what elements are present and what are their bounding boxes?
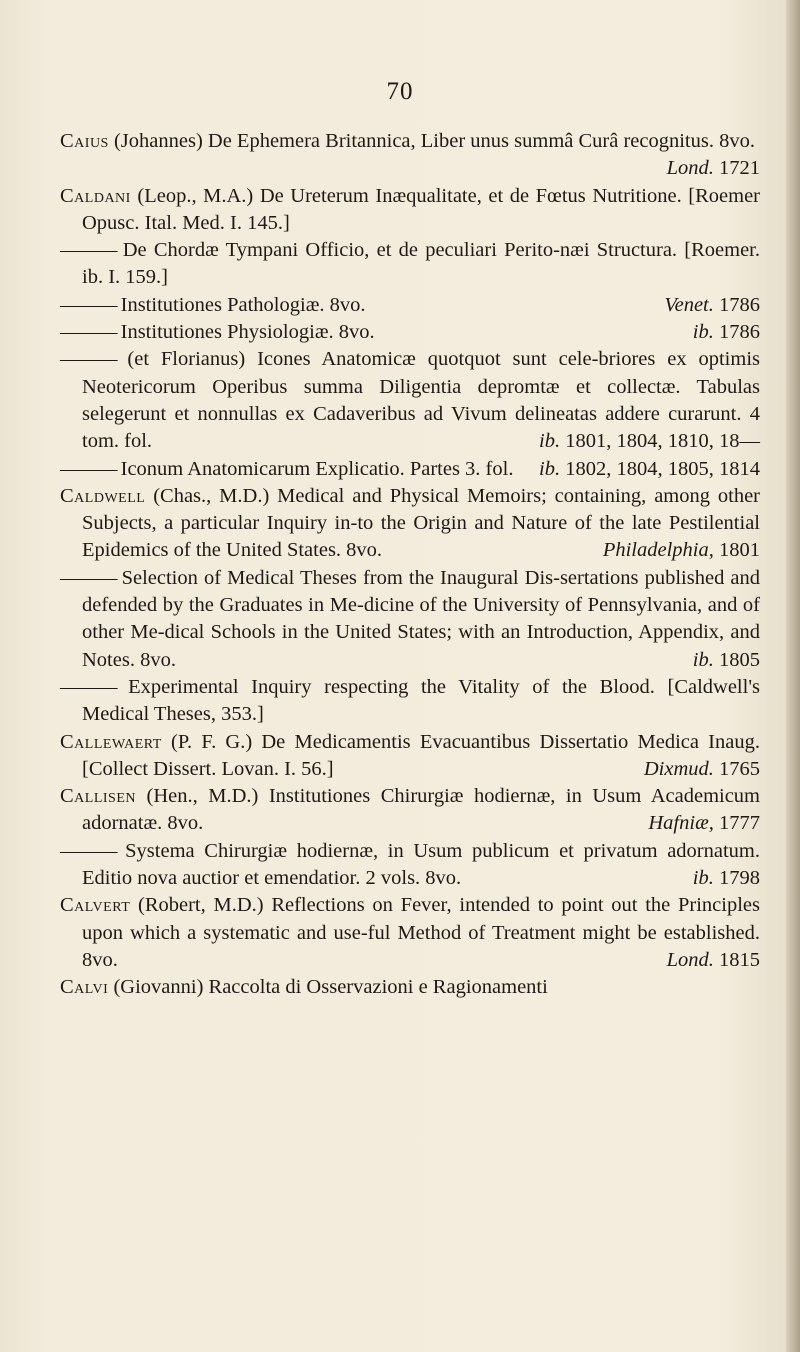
entry-title: Institutiones Physiologiæ. 8vo. (115, 321, 375, 344)
entry-place: ib. (692, 648, 714, 671)
page-number: 70 (386, 78, 414, 105)
entry-imprint (692, 865, 760, 892)
bibliography-entry (60, 674, 760, 729)
entry-title: Experimental Inquiry respecting the Vitality of the Blood. [Caldwell's Medical Theses, 353.] (82, 675, 760, 726)
bibliography-entry (60, 838, 760, 893)
bibliography-entry (60, 183, 760, 238)
entry-place: Philadelphia, (602, 539, 714, 562)
entry-place: Hafniæ, (648, 812, 714, 835)
entry-year: 1786 (713, 321, 760, 344)
entry-place: Lond. (666, 157, 714, 180)
entry-place: Venet. (664, 293, 714, 316)
entry-title: Iconum Anatomicarum Explicatio. Partes 3. fol. (115, 457, 514, 480)
entry-year: 1786 (713, 293, 760, 316)
entry-ditto-dash: ——— (60, 293, 116, 316)
bibliography-entry (60, 319, 760, 346)
entry-imprint (666, 947, 760, 974)
entry-author: Caldwell (60, 484, 146, 507)
entry-year: 1805 (713, 648, 760, 671)
entry-title: (Johannes) De Ephemera Britannica, Liber unus summâ Curâ recognitus. 8vo. (108, 130, 755, 152)
entry-year: 1801, 1804, 1810, 18— (560, 430, 760, 453)
entry-place: ib. (539, 457, 561, 480)
entry-title: Selection of Medical Theses from the Inaugural Dis-sertations published and defended by the Graduates in Me-dicine of the University of Pennsylvania, and of other Me-dical Schools in the United States; with an Introduction, Appendix, and Notes. 8vo. (82, 566, 760, 671)
bibliography-entry (60, 729, 760, 784)
bibliography-entries (60, 128, 760, 1002)
entry-title: (P. F. G.) De Medicamentis Evacuantibus Dissertatio Medica Inaug. [Collect Dissert. Lovan. I. 56.] (82, 730, 760, 780)
bibliography-entry (60, 783, 760, 838)
entry-ditto-dash: ——— (60, 839, 116, 862)
entry-place: Dixmud. (643, 757, 714, 780)
bibliography-entry (60, 483, 760, 565)
entry-imprint (666, 155, 760, 182)
bibliography-entry (60, 128, 760, 183)
entry-ditto-dash: ——— (60, 239, 116, 262)
bibliography-entry (60, 456, 760, 483)
entry-imprint (539, 428, 760, 455)
entry-author: Caius (60, 130, 109, 152)
entry-year: 1777 (713, 812, 760, 835)
entry-author: Callisen (60, 785, 136, 808)
bibliography-entry (60, 237, 760, 292)
bibliography-entry (60, 292, 760, 319)
entry-author: Calvi (60, 976, 109, 999)
entry-imprint (692, 319, 760, 346)
entry-imprint (648, 810, 760, 837)
entry-year: 1801 (713, 539, 760, 562)
entry-place: Lond. (666, 948, 714, 971)
entry-title: (Leop., M.A.) De Ureterum Inæqualitate, et de Fœtus Nutritione. [Roemer Opusc. Ital. Med. I. 145.] (82, 184, 760, 234)
entry-author: Calvert (60, 894, 131, 917)
entry-title: De Chordæ Tympani Officio, et de peculiari Perito-næi Structura. [Roemer. ib. I. 159.] (82, 239, 760, 289)
entry-imprint (664, 292, 760, 319)
entry-year: 1815 (713, 948, 760, 971)
page-edge-shadow (786, 0, 800, 1352)
entry-year: 1798 (713, 867, 760, 890)
entry-place: ib. (692, 867, 714, 890)
entry-imprint (643, 756, 760, 783)
entry-author: Caldani (60, 184, 131, 207)
bibliography-entry (60, 974, 760, 1001)
entry-title: (Hen., M.D.) Institutiones Chirurgiæ hodiernæ, in Usum Academicum adornatæ. 8vo. (82, 785, 760, 835)
entry-imprint (602, 537, 760, 564)
entry-title: Institutiones Pathologiæ. 8vo. (115, 293, 366, 316)
entry-author: Callewaert (60, 730, 162, 753)
entry-imprint (539, 456, 760, 483)
entry-year: 1802, 1804, 1805, 1814 (560, 457, 760, 480)
entry-ditto-dash: ——— (60, 675, 116, 698)
entry-title: (Chas., M.D.) Medical and Physical Memoirs; containing, among other Subjects, a particular Inquiry in-to the Origin and Nature of the late Pestilential Epidemics of the United States. 8vo. (82, 484, 760, 562)
entry-title: (et Florianus) Icones Anatomicæ quotquot sunt cele-briores ex optimis Neotericorum Operibus summa Diligentia depromtæ et collectæ. Tabulas selegerunt et nonnullas ex Cadaveribus ad Vivum delineatas addere curarunt. 4 tom. fol. (82, 348, 760, 453)
entry-year: 1765 (713, 757, 760, 780)
entry-place: ib. (539, 430, 561, 453)
entry-title: Systema Chirurgiæ hodiernæ, in Usum publicum et privatum adornatum. Editio nova auctior et emendatior. 2 vols. 8vo. (82, 839, 760, 890)
entry-place: ib. (692, 321, 714, 344)
entry-title: (Robert, M.D.) Reflections on Fever, intended to point out the Principles upon which a systematic and use-ful Method of Treatment might be established. 8vo. (82, 894, 760, 971)
entry-ditto-dash: ——— (60, 348, 116, 371)
entry-ditto-dash: ——— (60, 321, 116, 344)
bibliography-entry (60, 346, 760, 455)
entry-ditto-dash: ——— (60, 457, 116, 480)
bibliography-entry (60, 892, 760, 974)
entry-ditto-dash: ——— (60, 566, 116, 589)
entry-year: 1721 (713, 157, 760, 180)
entry-imprint (692, 647, 760, 674)
entry-title: (Giovanni) Raccolta di Osservazioni e Ragionamenti (108, 976, 548, 999)
bibliography-entry (60, 565, 760, 674)
